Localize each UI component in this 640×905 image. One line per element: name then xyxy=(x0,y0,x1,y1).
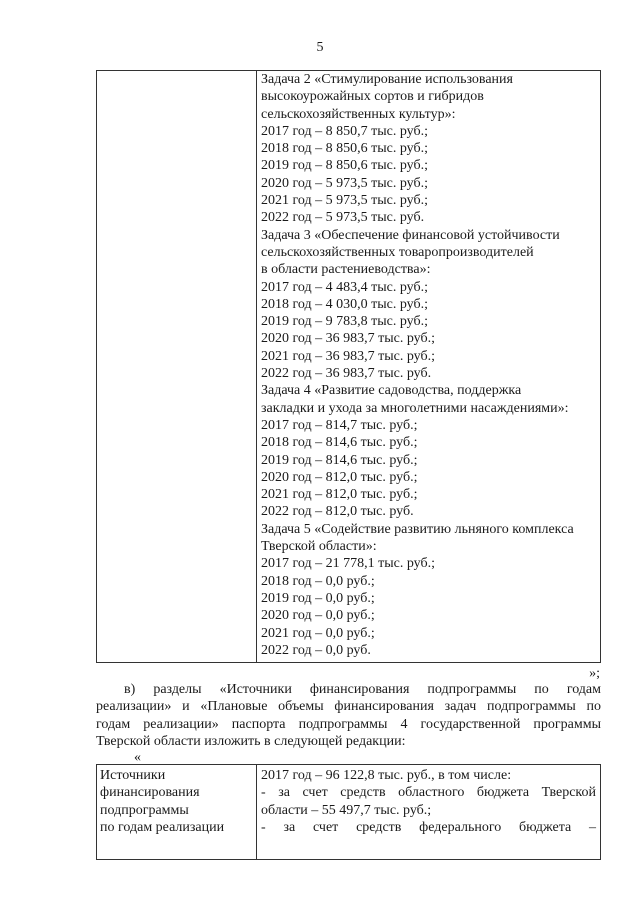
text-line: высокоурожайных сортов и гибридов xyxy=(261,89,484,105)
text-line: 2017 год – 21 778,1 тыс. руб.; xyxy=(261,556,435,572)
text-line: 2017 год – 814,7 тыс. руб.; xyxy=(261,417,418,433)
funding-sources-label-column xyxy=(100,767,252,836)
text-line: 2019 год – 8 850,6 тыс. руб.; xyxy=(261,158,428,174)
text-line: 2018 год – 8 850,6 тыс. руб.; xyxy=(261,141,428,157)
text-line: 2018 год – 4 030,0 тыс. руб.; xyxy=(261,296,428,312)
funding-sources-value-column xyxy=(261,767,596,836)
text-line: Источники xyxy=(100,768,166,783)
text-line: реализации» и «Плановые объемы финансирования задач подпрограммы по xyxy=(96,699,601,715)
text-line: области – 55 497,7 тыс. руб.; xyxy=(261,802,432,818)
text-line: - за счет средств областного бюджета Тверской xyxy=(261,785,596,801)
text-line: 2017 год – 8 850,7 тыс. руб.; xyxy=(261,123,428,139)
text-line: - за счет средств федерального бюджета – xyxy=(261,819,596,835)
closing-quote: »; xyxy=(589,666,600,681)
funding-table-continued xyxy=(96,70,601,663)
text-line: в) разделы «Источники финансирования подпрограммы по годам xyxy=(124,682,601,697)
text-line: 2017 год – 96 122,8 тыс. руб., в том числе: xyxy=(261,768,512,783)
text-line: 2017 год – 4 483,4 тыс. руб.; xyxy=(261,279,428,295)
funding-details-column xyxy=(261,71,598,659)
text-line: по годам реализации xyxy=(100,819,225,835)
page-number: 5 xyxy=(316,40,324,55)
text-line: финансирования xyxy=(100,785,200,801)
text-line: Задача 4 «Развитие садоводства, поддержка xyxy=(261,383,522,399)
text-line: 2022 год – 5 973,5 тыс. руб. xyxy=(261,210,425,226)
text-line: 2018 год – 814,6 тыс. руб.; xyxy=(261,435,418,451)
text-line: годам реализации» паспорта подпрограммы 4 государственной программы xyxy=(96,716,601,732)
text-line: в области растениеводства»: xyxy=(261,262,431,278)
text-line: 2021 год – 812,0 тыс. руб.; xyxy=(261,487,418,503)
text-line: 2020 год – 5 973,5 тыс. руб.; xyxy=(261,175,428,191)
text-line: Задача 2 «Стимулирование использования xyxy=(261,72,513,87)
text-line: 2021 год – 5 973,5 тыс. руб.; xyxy=(261,193,428,209)
text-line: 2020 год – 36 983,7 тыс. руб.; xyxy=(261,331,435,347)
text-line: Задача 3 «Обеспечение финансовой устойчивости xyxy=(261,227,560,243)
column-divider xyxy=(256,765,257,859)
text-line: 2022 год – 812,0 тыс. руб. xyxy=(261,504,414,520)
text-line: 2019 год – 9 783,8 тыс. руб.; xyxy=(261,314,428,330)
text-line: 2019 год – 814,6 тыс. руб.; xyxy=(261,452,418,468)
text-line: подпрограммы xyxy=(100,802,189,818)
text-line: 2022 год – 36 983,7 тыс. руб. xyxy=(261,366,432,382)
text-line: 2020 год – 812,0 тыс. руб.; xyxy=(261,469,418,485)
text-line: Задача 5 «Содействие развитию льняного комплекса xyxy=(261,521,574,537)
text-line: сельскохозяйственных товаропроизводителей xyxy=(261,244,534,260)
text-line: 2021 год – 0,0 руб.; xyxy=(261,625,375,641)
text-line: Тверской области изложить в следующей редакции: xyxy=(96,733,406,749)
text-line: 2021 год – 36 983,7 тыс. руб.; xyxy=(261,348,435,364)
text-line: Тверской области»: xyxy=(261,539,377,555)
text-line: 2019 год – 0,0 руб.; xyxy=(261,590,375,606)
text-line: 2018 год – 0,0 руб.; xyxy=(261,573,375,589)
amendment-paragraph xyxy=(96,681,601,750)
funding-sources-table xyxy=(96,764,601,860)
text-line: 2022 год – 0,0 руб. xyxy=(261,642,371,658)
text-line: закладки и ухода за многолетними насаждениями»: xyxy=(261,400,569,416)
text-line: сельскохозяйственных культур»: xyxy=(261,106,456,122)
column-divider xyxy=(256,71,257,662)
text-line: 2020 год – 0,0 руб.; xyxy=(261,608,375,624)
opening-quote: « xyxy=(134,750,141,765)
